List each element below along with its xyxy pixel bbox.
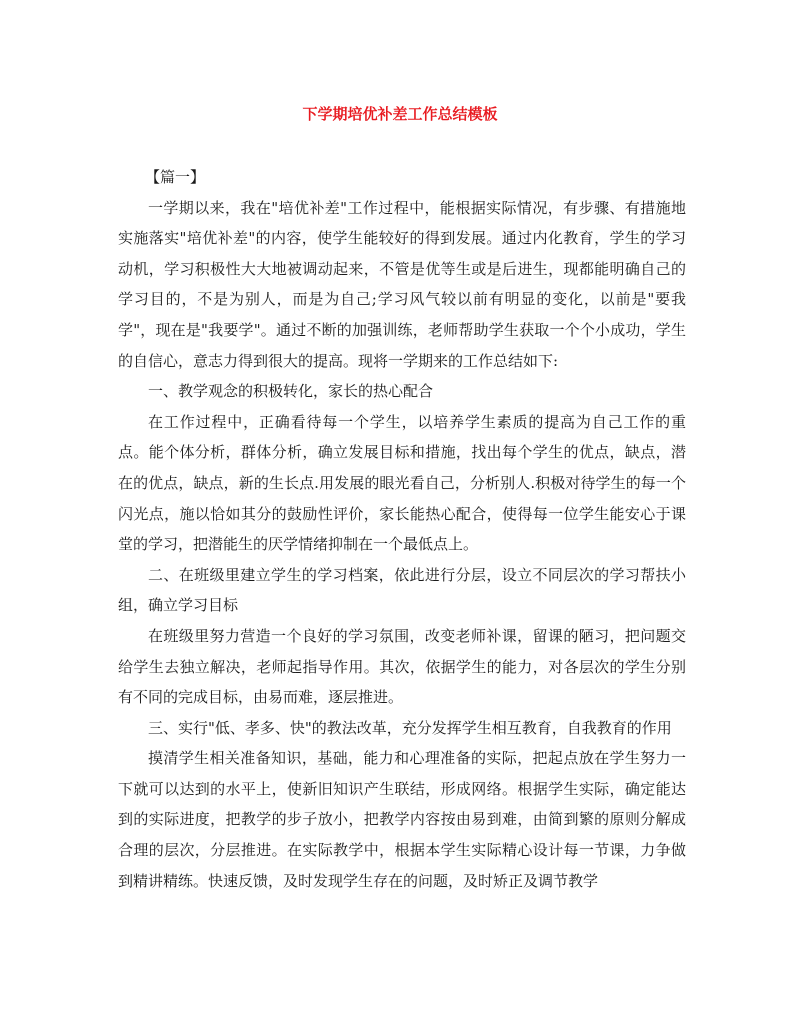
section-heading-two: 二、在班级里建立学生的学习档案，依此进行分层，设立不同层次的学习帮扶小组，确立学习目标 xyxy=(118,565,686,615)
section-heading-part-one: 【篇一】 xyxy=(145,168,206,186)
intro-paragraph: 一学期以来，我在"培优补差"工作过程中，能根据实际情况，有步骤、有措施地实施落实"培优补差"的内容，使学生能较好的得到发展。通过内化教育，学生的学习动机，学习积极性大大地被调动起来，不管是优等生或是后进生，现都能明确自己的学习目的，不是为别人，而是为自己;学习风气较以前有明显的变化，以前是"要我学"，现在是"我要学"。通过不断的加强训练，老师帮助学生获取一个个小成功，学生的自信心，意志力得到很大的提高。现将一学期来的工作总结如下: xyxy=(118,198,686,370)
section-heading-one: 一、教学观念的积极转化，家长的热心配合 xyxy=(148,382,434,401)
document-title: 下学期培优补差工作总结模板 xyxy=(302,105,498,123)
paragraph-two: 在班级里努力营造一个良好的学习氛围，改变老师补课，留课的陋习，把问题交给学生去独立解决，老师起指导作用。其次，依据学生的能力，对各层次的学生分别有不同的完成目标，由易而难，逐层推进。 xyxy=(118,626,686,707)
paragraph-three: 摸清学生相关准备知识，基础，能力和心理准备的实际，把起点放在学生努力一下就可以达到的水平上，使新旧知识产生联结，形成网络。根据学生实际，确定能达到的实际进度，把教学的步子放小，把教学内容按由易到难，由简到繁的原则分解成合理的层次，分层推进。在实际教学中，根据本学生实际精心设计每一节课，力争做到精讲精练。快速反馈，及时发现学生存在的问题，及时矫正及调节教学 xyxy=(118,749,686,890)
document-body xyxy=(118,162,686,896)
paragraph-one: 在工作过程中，正确看待每一个学生，以培养学生素质的提高为自己工作的重点。能个体分析，群体分析，确立发展目标和措施，找出每个学生的优点，缺点，潜在的优点，缺点，新的生长点.用发展的眼光看自己，分析别人.积极对待学生的每一个闪光点，施以恰如其分的鼓励性评价，家长能热心配合，使得每一位学生能安心于课堂的学习，把潜能生的厌学情绪抑制在一个最低点上。 xyxy=(118,412,686,554)
section-heading-three: 三、实行"低、孝多、快"的教法改革，充分发挥学生相互教育，自我教育的作用 xyxy=(148,718,672,737)
